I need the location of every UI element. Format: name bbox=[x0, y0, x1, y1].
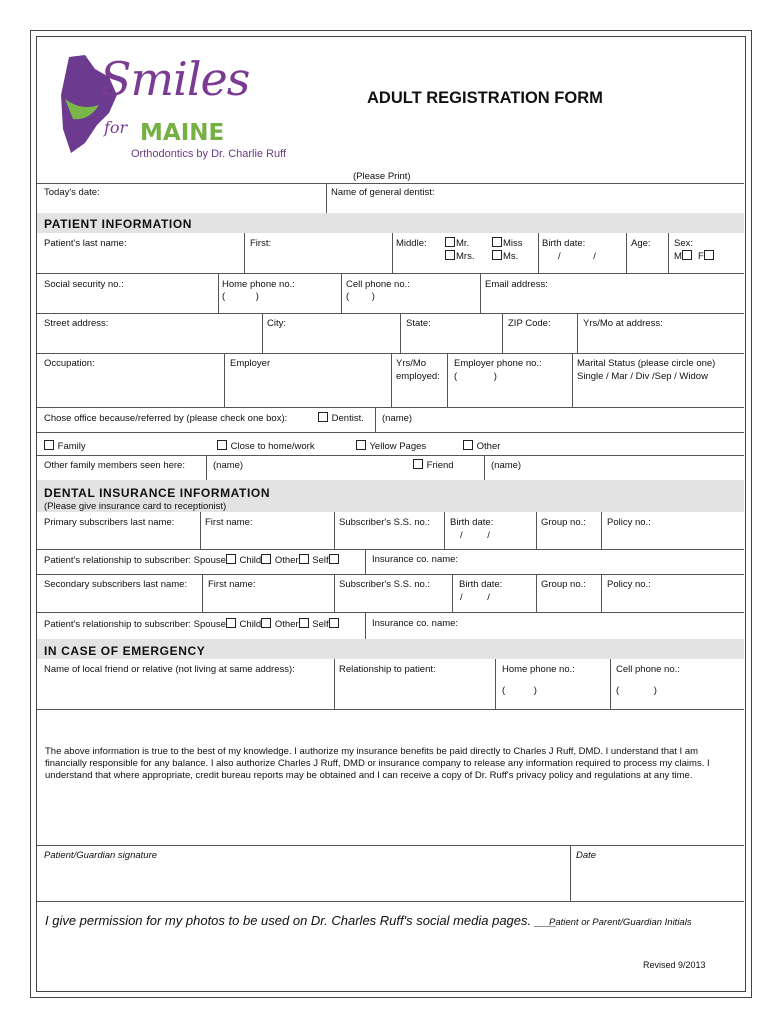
spouse-checkbox[interactable] bbox=[226, 618, 236, 628]
logo-brand: Smiles bbox=[100, 52, 250, 106]
certification-text: The above information is true to the best of my knowledge. I authorize my insurance benefits be paid directly to Charles J Ruff, DMD. I understand that I am financially responsible for any balance. I also authorize Charles J Ruff, DMD or insurance company to release any information required to process my claims. I understand that where appropriate, credit bureau reports may be obtained and I can receive a copy of Dr. Ruff's privacy policy and regulations at any time. bbox=[45, 746, 710, 781]
last-name-label[interactable]: Patient's last name: bbox=[44, 238, 127, 249]
divider bbox=[200, 512, 201, 549]
referral-family-label: Family bbox=[57, 441, 86, 452]
birth-date-label[interactable]: Birth date: bbox=[542, 238, 586, 249]
family-name-label[interactable]: (name) bbox=[213, 460, 244, 471]
divider bbox=[206, 455, 207, 480]
divider bbox=[334, 659, 335, 709]
date-label[interactable]: Date bbox=[576, 850, 597, 861]
email-label[interactable]: Email address: bbox=[485, 279, 548, 290]
logo-for: for bbox=[104, 118, 128, 137]
divider bbox=[37, 709, 744, 710]
divider bbox=[37, 549, 744, 550]
secondary-group-label[interactable]: Group no.: bbox=[541, 579, 586, 590]
employer-phone-parens: ( ) bbox=[454, 371, 497, 382]
child-checkbox[interactable] bbox=[261, 554, 271, 564]
referral-close-label: Close to home/work bbox=[230, 441, 315, 452]
divider bbox=[37, 273, 744, 274]
checkbox[interactable] bbox=[492, 250, 502, 260]
other-family-label: Other family members seen here: bbox=[44, 460, 185, 471]
secondary-birth-label[interactable]: Birth date: bbox=[459, 579, 503, 590]
checkbox[interactable] bbox=[413, 459, 423, 469]
sex-m-label: M bbox=[674, 251, 682, 262]
relationship-spouse-label: Spouse bbox=[193, 555, 226, 566]
checkbox[interactable] bbox=[356, 440, 366, 450]
emergency-relationship-label[interactable]: Relationship to patient: bbox=[339, 664, 436, 675]
primary-birth-label[interactable]: Birth date: bbox=[450, 517, 494, 528]
secondary-ssn-label[interactable]: Subscriber's S.S. no.: bbox=[339, 579, 431, 590]
divider bbox=[570, 845, 571, 901]
initials-label: Patient or Parent/Guardian Initials bbox=[549, 917, 692, 928]
checkbox[interactable] bbox=[445, 237, 455, 247]
title-ms-label: Ms. bbox=[503, 251, 519, 262]
signature-label[interactable]: Patient/Guardian signature bbox=[44, 850, 158, 861]
divider bbox=[444, 512, 445, 549]
relationship-child-label: Child bbox=[239, 555, 262, 566]
divider bbox=[341, 273, 342, 313]
divider bbox=[37, 901, 744, 902]
primary-group-label[interactable]: Group no.: bbox=[541, 517, 586, 528]
primary-policy-label[interactable]: Policy no.: bbox=[607, 517, 651, 528]
ssn-label[interactable]: Social security no.: bbox=[44, 279, 124, 290]
divider bbox=[601, 574, 602, 612]
divider bbox=[37, 313, 744, 314]
relationship-spouse-label: Spouse bbox=[193, 619, 226, 630]
photo-permission-text bbox=[45, 913, 556, 928]
emergency-friend-label[interactable]: Name of local friend or relative (not living at same address): bbox=[44, 664, 295, 675]
secondary-last-name-label[interactable]: Secondary subscribers last name: bbox=[44, 579, 188, 590]
logo-subtitle: Orthodontics by Dr. Charlie Ruff bbox=[131, 148, 287, 160]
divider bbox=[484, 455, 485, 480]
relationship-other-label: Other bbox=[274, 619, 299, 630]
emergency-section-heading: IN CASE OF EMERGENCY bbox=[44, 644, 206, 658]
divider bbox=[536, 574, 537, 612]
title-ms[interactable] bbox=[492, 250, 518, 263]
divider bbox=[538, 233, 539, 273]
divider bbox=[495, 659, 496, 709]
self-checkbox[interactable] bbox=[329, 554, 339, 564]
title-miss-label: Miss bbox=[503, 238, 523, 249]
referral-other-label: Other bbox=[476, 441, 501, 452]
other-checkbox[interactable] bbox=[299, 618, 309, 628]
primary-birth-slashes: / / bbox=[460, 530, 490, 541]
emergency-cell-phone-label[interactable]: Cell phone no.: bbox=[616, 664, 680, 675]
title-mr-label: Mr. bbox=[456, 238, 470, 249]
referral-close[interactable] bbox=[217, 440, 315, 453]
divider bbox=[37, 612, 744, 613]
referral-other[interactable] bbox=[463, 440, 500, 453]
divider bbox=[452, 574, 453, 612]
secondary-birth-slashes: / / bbox=[460, 592, 490, 603]
logo-maine: MAINE bbox=[140, 120, 225, 146]
marital-label: Marital Status (please circle one) bbox=[577, 358, 716, 369]
primary-last-name-label[interactable]: Primary subscribers last name: bbox=[44, 517, 175, 528]
title-mr[interactable] bbox=[445, 237, 469, 250]
employer-phone-label[interactable]: Employer phone no.: bbox=[454, 358, 542, 369]
chose-office-label: Chose office because/referred by (please check one box): bbox=[44, 413, 288, 424]
form-title: ADULT REGISTRATION FORM bbox=[367, 89, 603, 107]
please-print-note: (Please Print) bbox=[353, 171, 411, 182]
sex-m[interactable] bbox=[674, 250, 693, 263]
child-checkbox[interactable] bbox=[261, 618, 271, 628]
initials-blank[interactable]: ___ bbox=[534, 913, 557, 928]
secondary-policy-label[interactable]: Policy no.: bbox=[607, 579, 651, 590]
checkbox[interactable] bbox=[318, 412, 328, 422]
divider bbox=[334, 512, 335, 549]
checkbox[interactable] bbox=[44, 440, 54, 450]
referral-yellow-pages-label: Yellow Pages bbox=[369, 441, 427, 452]
checkbox[interactable] bbox=[682, 250, 692, 260]
divider bbox=[502, 313, 503, 353]
sex-label: Sex: bbox=[674, 238, 694, 249]
divider bbox=[626, 233, 627, 273]
title-mrs[interactable] bbox=[445, 250, 474, 263]
friend-name-label[interactable]: (name) bbox=[491, 460, 522, 471]
title-mrs-label: Mrs. bbox=[456, 251, 475, 262]
divider bbox=[37, 845, 744, 846]
emergency-home-phone-label[interactable]: Home phone no.: bbox=[502, 664, 575, 675]
divider bbox=[326, 183, 327, 213]
divider bbox=[334, 574, 335, 612]
spouse-checkbox[interactable] bbox=[226, 554, 236, 564]
checkbox[interactable] bbox=[704, 250, 714, 260]
emergency-home-parens: ( ) bbox=[502, 685, 537, 696]
dentist-name-label[interactable]: (name) bbox=[382, 413, 413, 424]
referral-dentist-label: Dentist. bbox=[331, 413, 364, 424]
sex-f[interactable] bbox=[698, 250, 715, 263]
sex-f-label: F bbox=[698, 251, 704, 262]
divider bbox=[668, 233, 669, 273]
divider bbox=[37, 574, 744, 575]
divider bbox=[610, 659, 611, 709]
secondary-first-name-label[interactable]: First name: bbox=[208, 579, 256, 590]
cell-phone-label[interactable]: Cell phone no.: bbox=[346, 279, 410, 290]
occupation-label[interactable]: Occupation: bbox=[44, 358, 95, 369]
divider bbox=[37, 407, 744, 408]
checkbox[interactable] bbox=[445, 250, 455, 260]
referral-friend-label: Friend bbox=[426, 460, 454, 471]
checkbox[interactable] bbox=[217, 440, 227, 450]
relationship-label: Patient's relationship to subscriber: bbox=[44, 619, 192, 630]
secondary-company-label[interactable]: Insurance co. name: bbox=[372, 618, 459, 629]
self-checkbox[interactable] bbox=[329, 618, 339, 628]
divider bbox=[365, 549, 366, 574]
primary-ssn-label[interactable]: Subscriber's S.S. no.: bbox=[339, 517, 431, 528]
divider bbox=[536, 512, 537, 549]
divider bbox=[37, 183, 744, 184]
divider bbox=[375, 407, 376, 432]
divider bbox=[572, 353, 573, 407]
divider bbox=[392, 233, 393, 273]
yrs-employed-label-1[interactable]: Yrs/Mo bbox=[396, 358, 427, 369]
referral-yellow-pages[interactable] bbox=[356, 440, 426, 453]
divider bbox=[37, 455, 744, 456]
relationship-self-label: Self bbox=[312, 619, 329, 630]
state-label[interactable]: State: bbox=[406, 318, 431, 329]
divider bbox=[262, 313, 263, 353]
other-checkbox[interactable] bbox=[299, 554, 309, 564]
photo-permission-statement: I give permission for my photos to be used on Dr. Charles Ruff's social media pages. bbox=[45, 913, 532, 928]
secondary-relationship-row bbox=[44, 618, 340, 631]
emergency-cell-parens: ( ) bbox=[616, 685, 657, 696]
relationship-self-label: Self bbox=[312, 555, 329, 566]
divider bbox=[365, 612, 366, 639]
street-label[interactable]: Street address: bbox=[44, 318, 109, 329]
checkbox[interactable] bbox=[463, 440, 473, 450]
zip-label[interactable]: ZIP Code: bbox=[508, 318, 551, 329]
relationship-label: Patient's relationship to subscriber: bbox=[44, 555, 192, 566]
divider bbox=[244, 233, 245, 273]
divider bbox=[480, 273, 481, 313]
insurance-note: (Please give insurance card to receptionist) bbox=[44, 501, 227, 512]
divider bbox=[601, 512, 602, 549]
divider bbox=[577, 313, 578, 353]
divider bbox=[202, 574, 203, 612]
yrs-address-label[interactable]: Yrs/Mo at address: bbox=[583, 318, 663, 329]
divider bbox=[400, 313, 401, 353]
divider bbox=[447, 353, 448, 407]
checkbox[interactable] bbox=[492, 237, 502, 247]
middle-label[interactable]: Middle: bbox=[396, 238, 427, 249]
referral-dentist[interactable] bbox=[318, 412, 364, 425]
yrs-employed-label-2: employed: bbox=[396, 371, 440, 382]
primary-first-name-label[interactable]: First name: bbox=[205, 517, 253, 528]
referral-friend[interactable] bbox=[413, 459, 454, 472]
home-phone-label[interactable]: Home phone no.: bbox=[222, 279, 295, 290]
divider bbox=[37, 432, 744, 433]
relationship-child-label: Child bbox=[239, 619, 262, 630]
city-label[interactable]: City: bbox=[267, 318, 286, 329]
home-phone-parens: ( ) bbox=[222, 291, 259, 302]
general-dentist-label[interactable]: Name of general dentist: bbox=[331, 187, 435, 198]
employer-label[interactable]: Employer bbox=[230, 358, 271, 369]
divider bbox=[391, 353, 392, 407]
birth-date-slashes: / / bbox=[558, 251, 596, 262]
revised-date: Revised 9/2013 bbox=[643, 960, 706, 970]
age-label[interactable]: Age: bbox=[631, 238, 651, 249]
relationship-other-label: Other bbox=[274, 555, 299, 566]
title-miss[interactable] bbox=[492, 237, 523, 250]
first-name-label[interactable]: First: bbox=[250, 238, 272, 249]
referral-family[interactable] bbox=[44, 440, 86, 453]
divider bbox=[224, 353, 225, 407]
marital-options[interactable]: Single / Mar / Div /Sep / Widow bbox=[577, 371, 708, 382]
divider bbox=[218, 273, 219, 313]
todays-date-label[interactable]: Today's date: bbox=[44, 187, 100, 198]
patient-section-heading: PATIENT INFORMATION bbox=[44, 217, 193, 231]
primary-relationship-row bbox=[44, 554, 340, 567]
primary-company-label[interactable]: Insurance co. name: bbox=[372, 554, 459, 565]
cell-phone-parens: ( ) bbox=[346, 291, 375, 302]
insurance-section-heading: DENTAL INSURANCE INFORMATION bbox=[44, 486, 271, 500]
